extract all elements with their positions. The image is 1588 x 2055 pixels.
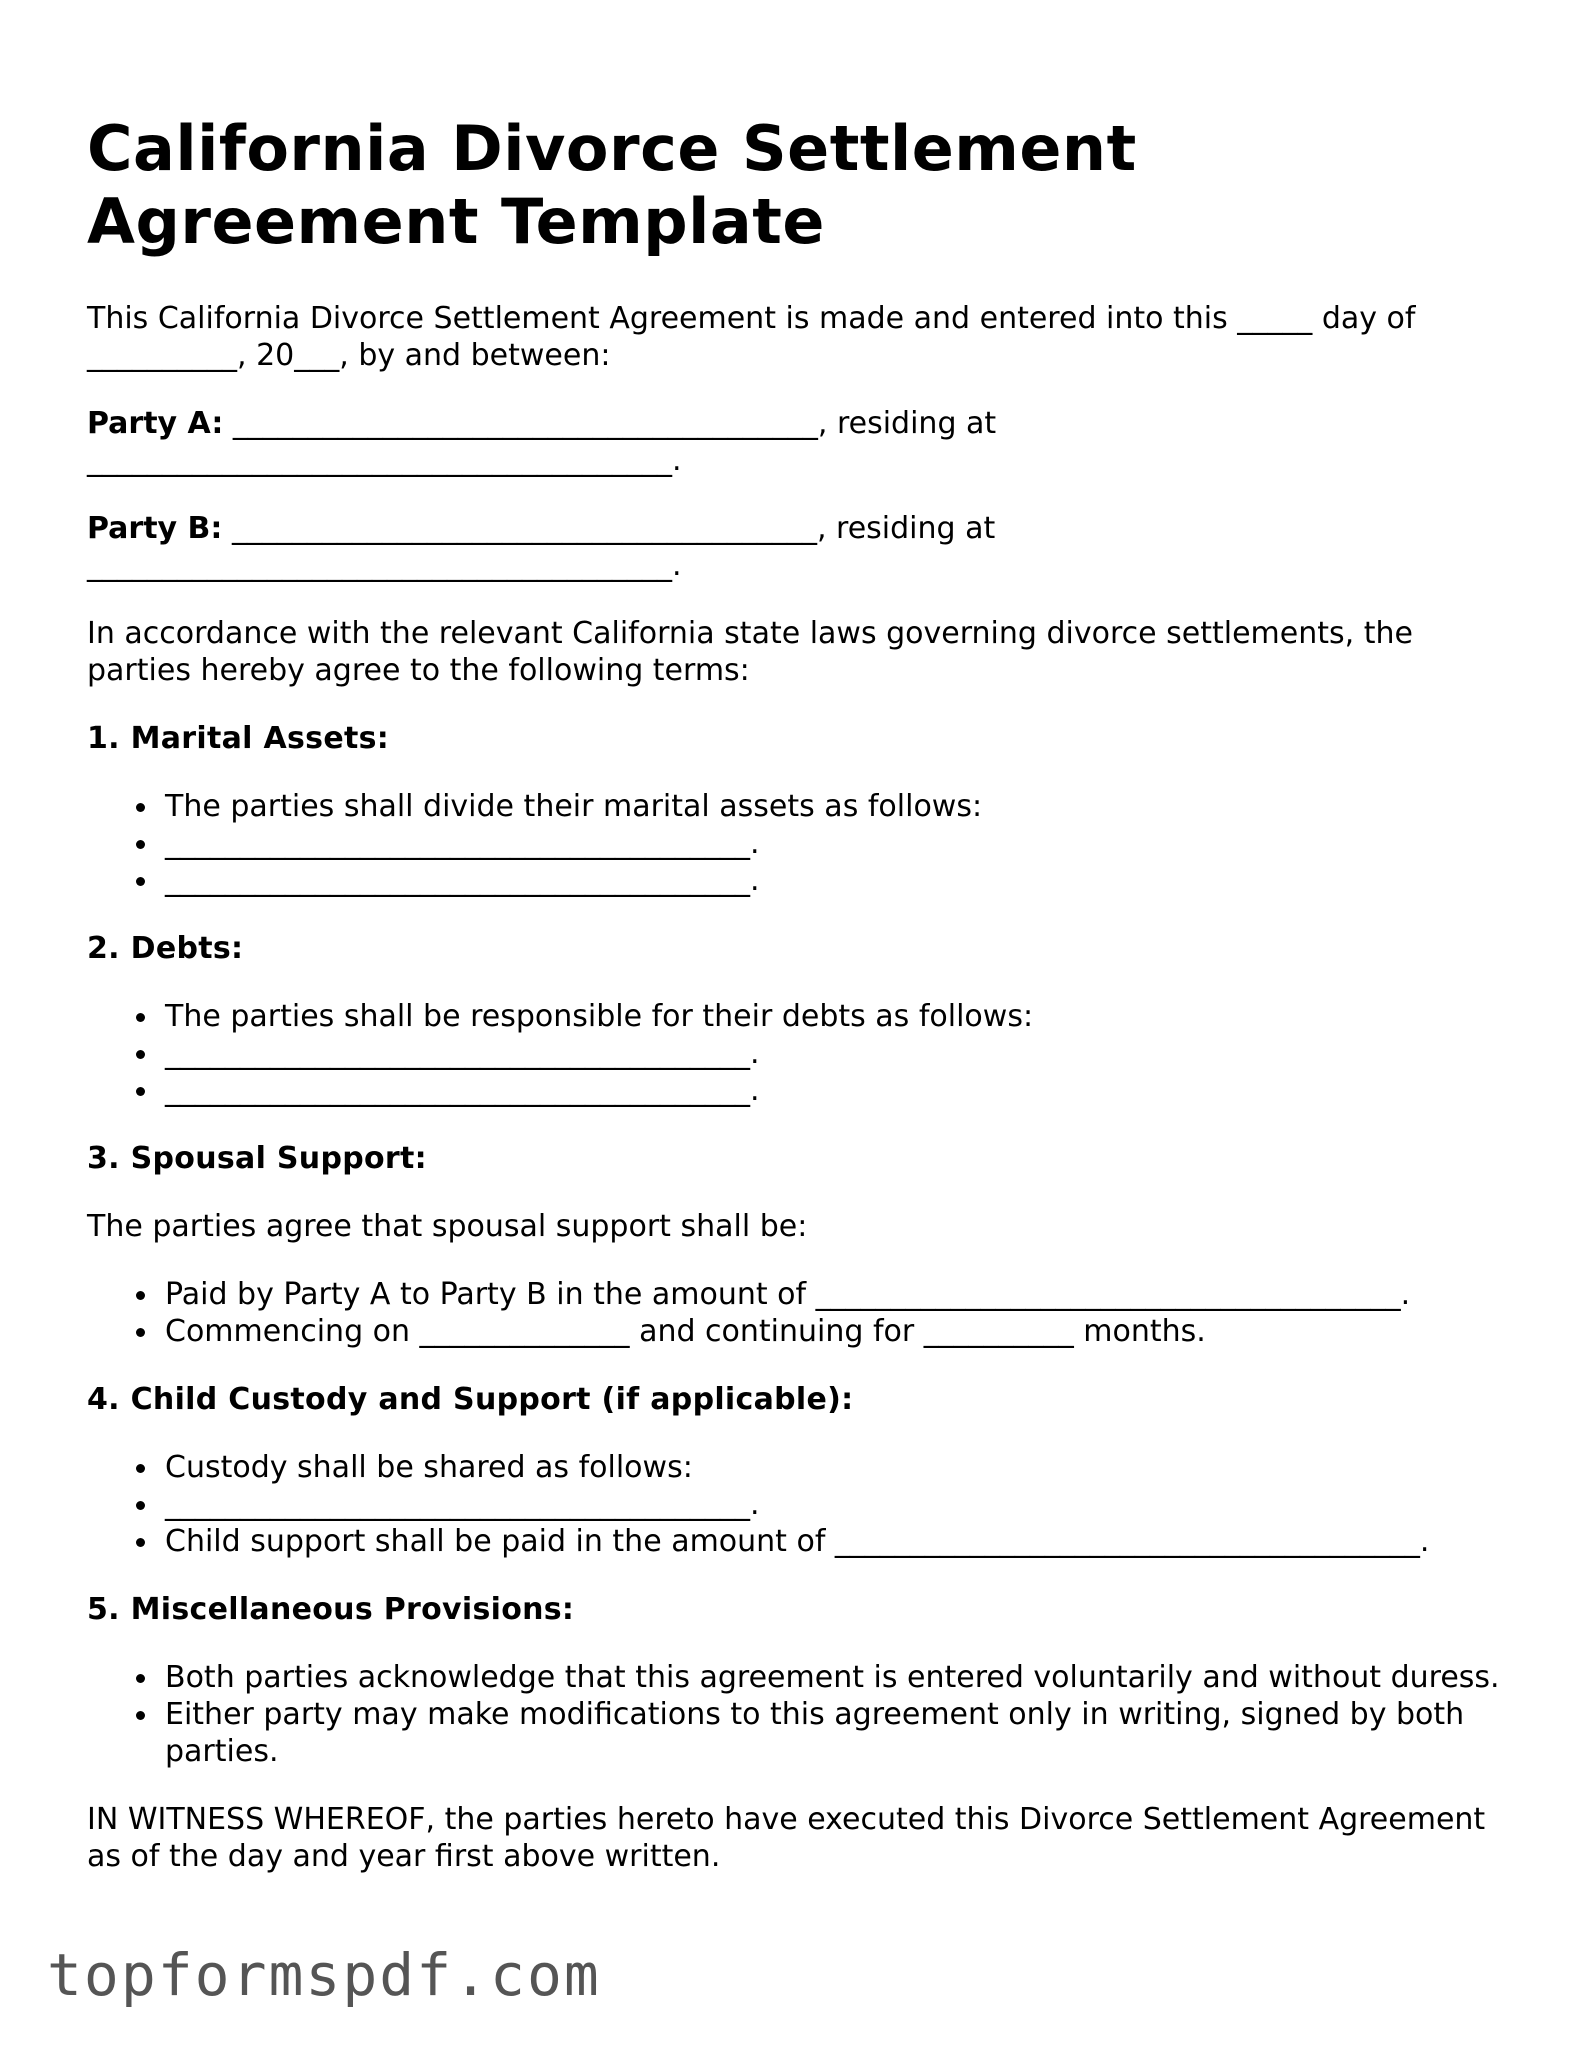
list-item: The parties shall be responsible for their debts as follows: (165, 998, 1507, 1035)
preamble-paragraph: In accordance with the relevant California state laws governing divorce settlements, the parties hereby agree to the following terms: (87, 616, 1413, 688)
party-b-text: _______________________________________, residing at _______________________________________. (87, 511, 996, 583)
document-title: California Divorce Settlement Agreement Template (87, 112, 1137, 258)
list-item: _______________________________________. (165, 862, 1507, 899)
list-item: Both parties acknowledge that this agreement is entered voluntarily and without duress. (165, 1659, 1507, 1696)
list-item: Either party may make modifications to this agreement only in writing, signed by both parties. (165, 1696, 1507, 1770)
watermark: topformspdf.com (47, 1941, 601, 2009)
section-list-child-custody (87, 1449, 1507, 1560)
section-heading-marital-assets: 1. Marital Assets: (87, 721, 390, 756)
section-list-debts (87, 998, 1507, 1109)
party-a-line (87, 405, 1507, 479)
party-a-text: _______________________________________, residing at _______________________________________. (87, 406, 997, 478)
list-item: _______________________________________. (165, 1072, 1507, 1109)
spousal-support-intro: The parties agree that spousal support shall be: (87, 1209, 808, 1244)
section-list-marital-assets (87, 788, 1507, 899)
list-item: Child support shall be paid in the amount of _______________________________________. (165, 1523, 1507, 1560)
section-heading-spousal-support: 3. Spousal Support: (87, 1141, 427, 1176)
document-page (87, 112, 1507, 1906)
party-b-label: Party B: (87, 511, 223, 546)
section-heading-child-custody: 4. Child Custody and Support (if applicable): (87, 1382, 854, 1417)
list-item: _______________________________________. (165, 1035, 1507, 1072)
list-item: The parties shall divide their marital assets as follows: (165, 788, 1507, 825)
closing-paragraph: IN WITNESS WHEREOF, the parties hereto have executed this Divorce Settlement Agreement as of the day and year first above written. (87, 1802, 1486, 1874)
section-heading-debts: 2. Debts: (87, 931, 244, 966)
section-list-spousal-support (87, 1276, 1507, 1350)
list-item: Paid by Party A to Party B in the amount of _______________________________________. (165, 1276, 1507, 1313)
section-list-miscellaneous (87, 1659, 1507, 1770)
party-b-line (87, 510, 1507, 584)
list-item: Commencing on ______________ and continuing for __________ months. (165, 1313, 1507, 1350)
list-item: _______________________________________. (165, 825, 1507, 862)
intro-paragraph: This California Divorce Settlement Agreement is made and entered into this _____ day of __________, 20___, by and between: (87, 301, 1416, 373)
list-item: _______________________________________. (165, 1486, 1507, 1523)
party-a-label: Party A: (87, 406, 224, 441)
section-heading-miscellaneous: 5. Miscellaneous Provisions: (87, 1592, 575, 1627)
list-item: Custody shall be shared as follows: (165, 1449, 1507, 1486)
